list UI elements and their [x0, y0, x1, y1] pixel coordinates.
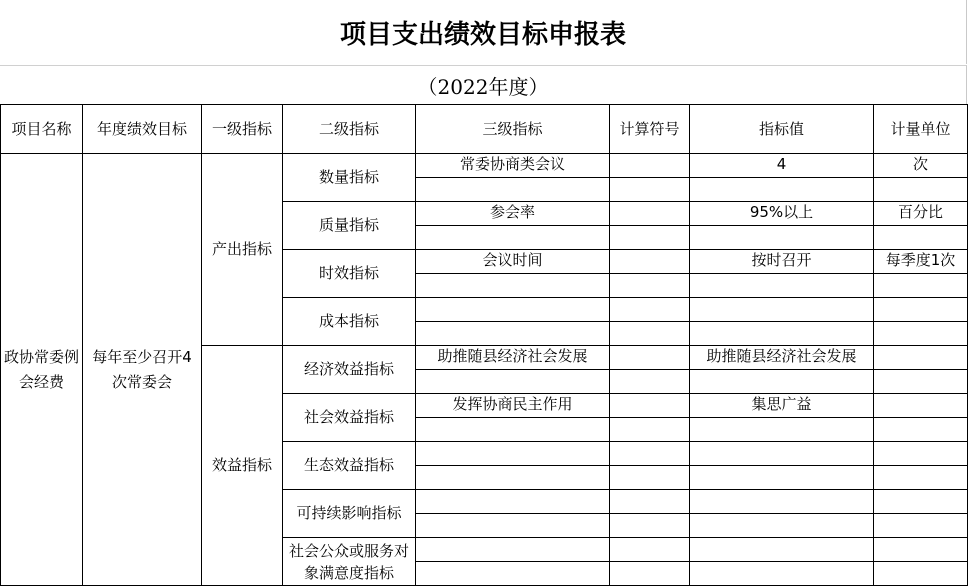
empty-cell [690, 538, 874, 562]
fiscal-year-label: （2022年度） [0, 65, 967, 104]
header-level1: 一级指标 [202, 105, 283, 154]
level2-satisfaction-cell: 社会公众或服务对象满意度指标 [283, 538, 416, 586]
empty-cell [874, 178, 968, 202]
empty-cell [874, 298, 968, 322]
empty-cell [416, 514, 610, 538]
level2-timeliness-cell: 时效指标 [283, 250, 416, 298]
empty-cell [416, 442, 610, 466]
empty-cell [690, 322, 874, 346]
symbol-cell [610, 250, 690, 274]
unit-cell [874, 394, 968, 418]
header-unit: 计量单位 [874, 105, 968, 154]
empty-cell [874, 442, 968, 466]
level3-cell: 常委协商类会议 [416, 154, 610, 178]
empty-cell [690, 370, 874, 394]
level3-cell: 助推随县经济社会发展 [416, 346, 610, 370]
empty-cell [416, 298, 610, 322]
empty-cell [610, 490, 690, 514]
empty-cell [416, 538, 610, 562]
level2-quality-cell: 质量指标 [283, 202, 416, 250]
empty-cell [690, 514, 874, 538]
empty-cell [610, 442, 690, 466]
empty-cell [610, 562, 690, 586]
value-cell: 助推随县经济社会发展 [690, 346, 874, 370]
symbol-cell [610, 202, 690, 226]
empty-cell [610, 370, 690, 394]
unit-cell: 次 [874, 154, 968, 178]
empty-cell [690, 418, 874, 442]
level3-cell: 发挥协商民主作用 [416, 394, 610, 418]
empty-cell [874, 514, 968, 538]
value-cell: 4 [690, 154, 874, 178]
level2-economic-cell: 经济效益指标 [283, 346, 416, 394]
empty-cell [874, 418, 968, 442]
level1-benefit-cell: 效益指标 [202, 346, 283, 586]
empty-cell [874, 370, 968, 394]
empty-cell [610, 466, 690, 490]
empty-cell [610, 418, 690, 442]
empty-cell [690, 298, 874, 322]
header-calc-symbol: 计算符号 [610, 105, 690, 154]
empty-cell [690, 490, 874, 514]
level2-social-cell: 社会效益指标 [283, 394, 416, 442]
empty-cell [416, 466, 610, 490]
empty-cell [690, 274, 874, 298]
header-indicator-value: 指标值 [690, 105, 874, 154]
empty-cell [874, 562, 968, 586]
empty-cell [416, 274, 610, 298]
unit-cell: 百分比 [874, 202, 968, 226]
empty-cell [690, 466, 874, 490]
value-cell: 按时召开 [690, 250, 874, 274]
empty-cell [690, 442, 874, 466]
table-row [1, 154, 968, 178]
level3-cell: 参会率 [416, 202, 610, 226]
unit-cell [874, 346, 968, 370]
header-row [1, 105, 968, 154]
symbol-cell [610, 154, 690, 178]
empty-cell [874, 226, 968, 250]
empty-cell [874, 490, 968, 514]
level3-cell: 会议时间 [416, 250, 610, 274]
empty-cell [610, 298, 690, 322]
empty-cell [416, 490, 610, 514]
value-cell: 95%以上 [690, 202, 874, 226]
symbol-cell [610, 394, 690, 418]
performance-target-table [0, 104, 968, 586]
value-cell: 集思广益 [690, 394, 874, 418]
level2-ecological-cell: 生态效益指标 [283, 442, 416, 490]
empty-cell [610, 538, 690, 562]
empty-cell [610, 274, 690, 298]
empty-cell [610, 322, 690, 346]
level2-cost-cell: 成本指标 [283, 298, 416, 346]
level2-sustainable-cell: 可持续影响指标 [283, 490, 416, 538]
annual-goal-cell: 每年至少召开4次常委会 [83, 154, 202, 586]
empty-cell [610, 226, 690, 250]
empty-cell [416, 562, 610, 586]
symbol-cell [610, 346, 690, 370]
project-name-cell: 政协常委例会经费 [1, 154, 83, 586]
empty-cell [690, 226, 874, 250]
header-project-name: 项目名称 [1, 105, 83, 154]
empty-cell [610, 514, 690, 538]
header-level2: 二级指标 [283, 105, 416, 154]
empty-cell [416, 322, 610, 346]
empty-cell [690, 562, 874, 586]
empty-cell [874, 322, 968, 346]
header-level3: 三级指标 [416, 105, 610, 154]
empty-cell [610, 178, 690, 202]
level1-output-cell: 产出指标 [202, 154, 283, 346]
header-annual-goal: 年度绩效目标 [83, 105, 202, 154]
empty-cell [416, 418, 610, 442]
empty-cell [416, 178, 610, 202]
level2-quantity-cell: 数量指标 [283, 154, 416, 202]
empty-cell [416, 370, 610, 394]
empty-cell [874, 274, 968, 298]
empty-cell [416, 226, 610, 250]
unit-cell: 每季度1次 [874, 250, 968, 274]
form-title: 项目支出绩效目标申报表 [0, 0, 967, 64]
empty-cell [690, 178, 874, 202]
empty-cell [874, 538, 968, 562]
empty-cell [874, 466, 968, 490]
